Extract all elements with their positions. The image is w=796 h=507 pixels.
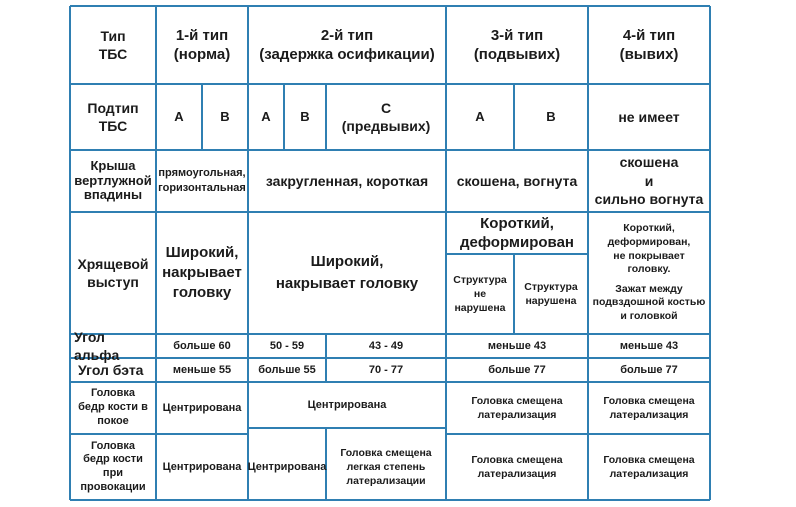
- subtype-1a: A: [174, 108, 184, 124]
- alpha-label: Угол альфа: [74, 328, 120, 363]
- beta-label: Угол бэта: [78, 361, 144, 378]
- rest-type4: Головка смещена латерализация: [603, 394, 695, 421]
- ledge-label: Хрящевой выступ: [77, 255, 149, 290]
- rest-label: Головка бедр кости в покое: [78, 387, 148, 427]
- subtype-3a: A: [475, 108, 485, 124]
- beta-type2ab: больше 55: [258, 363, 316, 376]
- subtype-2a: A: [261, 108, 271, 124]
- roof-type4: скошена и сильно вогнута: [594, 153, 704, 208]
- provocation-type4: Головка смещена латерализация: [603, 453, 695, 480]
- provocation-type2ab: Центрирована: [247, 460, 327, 473]
- ledge-type3b: Структура нарушена: [524, 280, 578, 307]
- ledge-type3a: Структура не нарушена: [453, 273, 507, 315]
- roof-type2: закругленная, короткая: [265, 172, 429, 189]
- beta-type4: больше 77: [620, 363, 678, 376]
- header-label: Тип ТБС: [98, 27, 128, 62]
- header-type2: 2-й тип (задержка осификации): [259, 26, 435, 63]
- subtype-2b: B: [300, 108, 310, 124]
- roof-label: Крыша вертлужной впадины: [74, 157, 152, 203]
- header-type4: 4-й тип (вывих): [619, 26, 679, 63]
- ledge-type4: Короткий, деформирован, не покрывает головку. Зажат между подвздошной костью и головкой: [592, 222, 706, 323]
- ledge-type2: Широкий, накрывает головку: [275, 253, 419, 292]
- alpha-type2ab: 50 - 59: [269, 339, 305, 352]
- ledge-type3-top: Короткий, деформирован: [460, 214, 574, 251]
- subtype-3b: B: [546, 108, 556, 124]
- roof-type1: прямоугольная, горизонтальная: [158, 167, 246, 194]
- rest-type3: Головка смещена латерализация: [471, 394, 563, 421]
- beta-type1: меньше 55: [172, 363, 232, 376]
- header-type3: 3-й тип (подвывих): [473, 26, 561, 63]
- subtype-4: не имеет: [618, 108, 680, 125]
- beta-type2c: 70 - 77: [368, 363, 404, 376]
- provocation-type3: Головка смещена латерализация: [471, 453, 563, 480]
- beta-type3: больше 77: [488, 363, 546, 376]
- subtype-1b: B: [220, 108, 230, 124]
- rest-type1: Центрирована: [162, 401, 242, 414]
- subtype-label: Подтип ТБС: [87, 99, 139, 134]
- ledge-type1: Широкий, накрывает головку: [162, 243, 242, 302]
- alpha-type1: больше 60: [173, 339, 231, 352]
- provocation-type2c: Головка смещена легкая степень латерализации: [340, 446, 432, 488]
- header-type1: 1-й тип (норма): [173, 26, 231, 63]
- provocation-label: Головка бедр кости при провокации: [80, 439, 146, 493]
- provocation-type1: Центрирована: [162, 460, 242, 473]
- roof-type3: скошена, вогнута: [456, 172, 578, 189]
- alpha-type4: меньше 43: [619, 339, 679, 352]
- rest-type2: Центрирована: [307, 398, 387, 411]
- subtype-2c: C (предвывих): [341, 99, 431, 134]
- alpha-type2c: 43 - 49: [368, 339, 404, 352]
- alpha-type3: меньше 43: [487, 339, 547, 352]
